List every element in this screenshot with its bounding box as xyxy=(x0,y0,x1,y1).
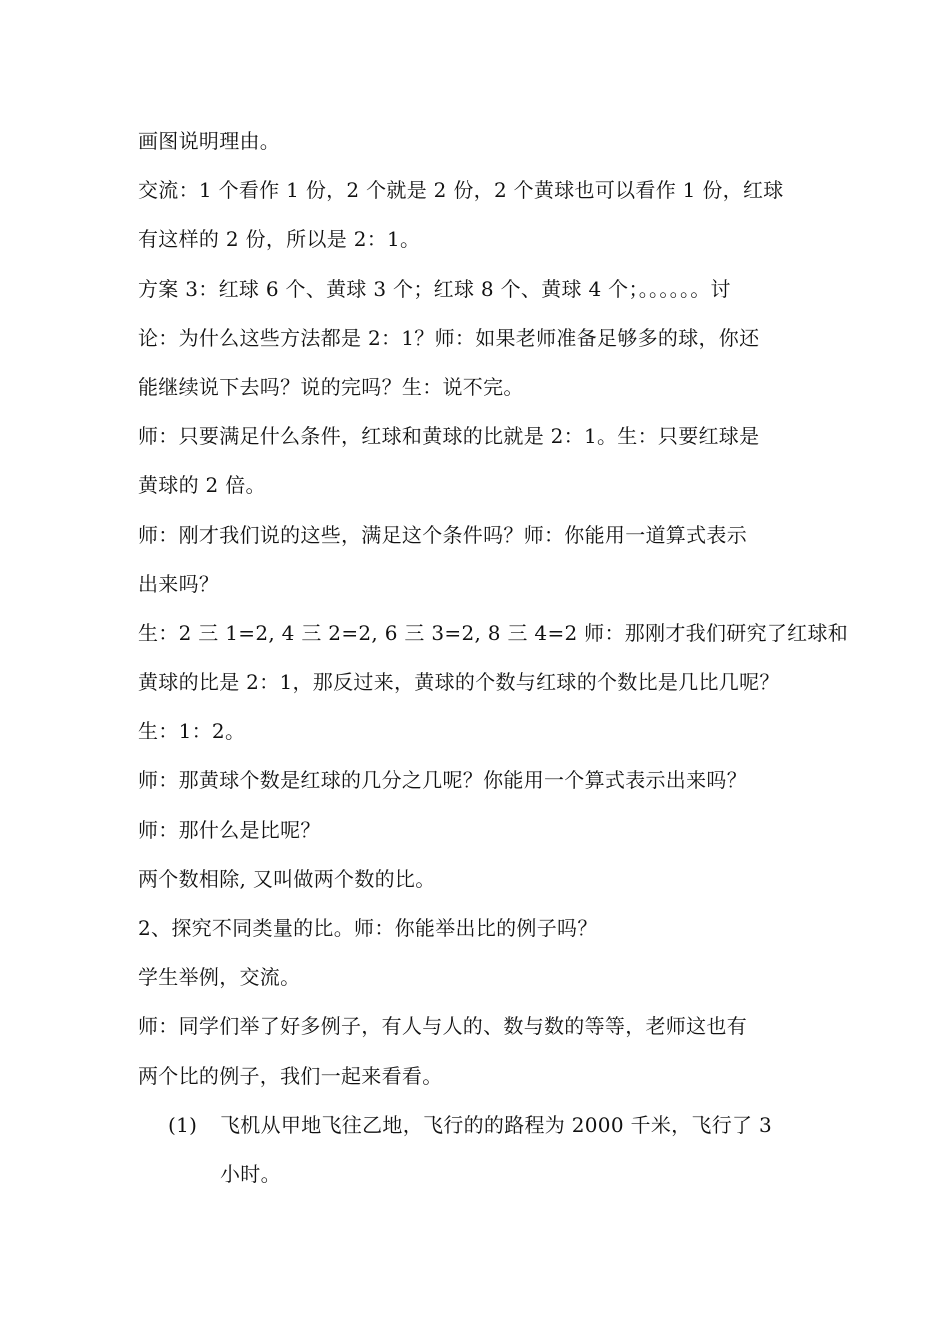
paragraph-line: 方案 3：红球 6 个、黄球 3 个；红球 8 个、黄球 4 个；。。。。。。讨 xyxy=(138,276,731,301)
paragraph-line: 师：只要满足什么条件，红球和黄球的比就是 2：1。生：只要红球是 xyxy=(138,424,760,449)
list-item-line xyxy=(168,1150,838,1199)
list-item-text-continued: 小时。 xyxy=(220,1161,281,1186)
paragraph-line: 生：2 三 1=2, 4 三 2=2, 6 三 3=2, 8 三 4=2 师：那刚才我们研究了红球和 xyxy=(138,620,849,645)
paragraph-line: 2、探究不同类量的比。师：你能举出比的例子吗？ xyxy=(138,916,598,940)
list-item-line xyxy=(168,1101,838,1150)
paragraph-line: 有这样的 2 份，所以是 2：1。 xyxy=(138,227,421,252)
paragraph-line: 交流：1 个看作 1 份，2 个就是 2 份，2 个黄球也可以看作 1 份，红球 xyxy=(138,178,784,203)
list-item-number: (1) xyxy=(168,1112,198,1137)
paragraph-line: 黄球的 2 倍。 xyxy=(138,473,266,498)
document-body xyxy=(138,117,849,1199)
numbered-list-item xyxy=(168,1101,838,1199)
paragraph-line: 两个比的例子，我们一起来看看。 xyxy=(138,1063,443,1088)
paragraph-line: 论：为什么这些方法都是 2：1？师：如果老师准备足够多的球，你还 xyxy=(138,325,760,350)
paragraph-line: 师：同学们举了好多例子，有人与人的、数与数的等等，老师这也有 xyxy=(138,1014,747,1039)
paragraph-line: 黄球的比是 2：1，那反过来，黄球的个数与红球的个数比是几比几呢？ xyxy=(138,670,780,695)
list-item-text: 飞机从甲地飞往乙地，飞行的的路程为 2000 千米，飞行了 3 xyxy=(220,1112,772,1137)
paragraph-line: 两个数相除, 又叫做两个数的比。 xyxy=(138,866,436,891)
paragraph-line: 生：1：2。 xyxy=(138,719,246,744)
paragraph-line: 师：那黄球个数是红球的几分之几呢？你能用一个算式表示出来吗？ xyxy=(138,768,747,793)
paragraph-line: 画图说明理由。 xyxy=(138,129,281,153)
paragraph-line: 能继续说下去吗？说的完吗？生：说不完。 xyxy=(138,374,524,399)
paragraph-line: 出来吗？ xyxy=(138,571,220,596)
paragraph-line: 师：那什么是比呢？ xyxy=(138,817,321,842)
paragraph-line: 学生举例，交流。 xyxy=(138,965,301,990)
paragraph-line: 师：刚才我们说的这些，满足这个条件吗？师：你能用一道算式表示 xyxy=(138,522,747,547)
